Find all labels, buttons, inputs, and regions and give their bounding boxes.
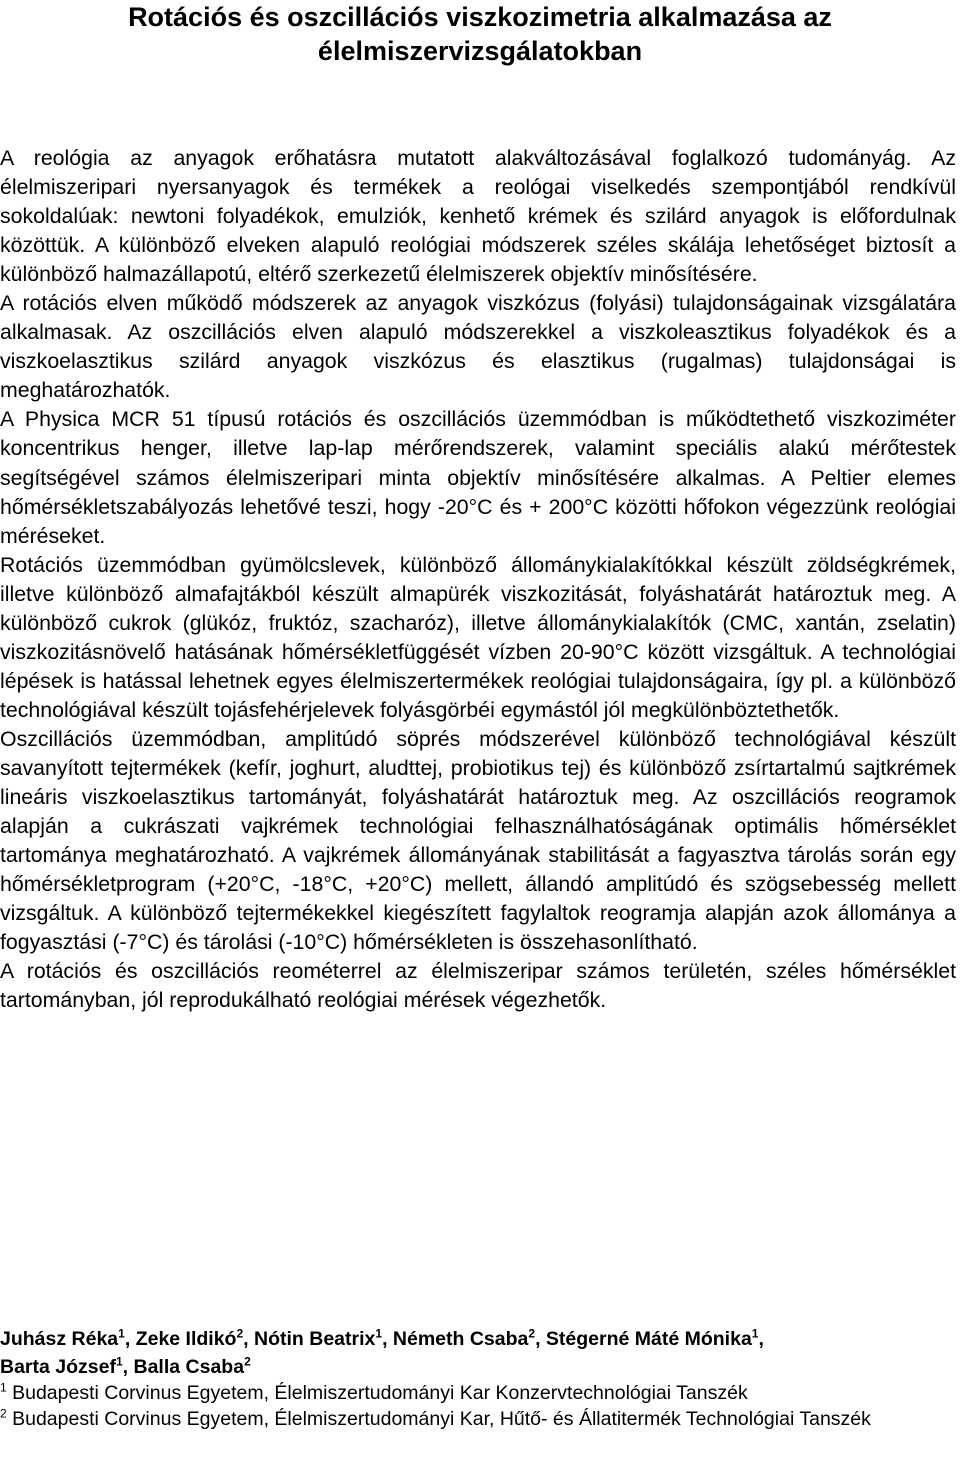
title-line-2: élelmiszervizsgálatokban	[317, 36, 643, 66]
abstract-body	[0, 144, 956, 1015]
author: Juhász Réka$^1$,	[0, 1326, 136, 1350]
paragraph-instrument: A Physica MCR 51 típusú rotációs és oszcillációs üzemmódban is működtethető viszkoziméter koncentrikus henger, illetve lap-lap mérőrendszerek, valamint speciális alakú mérőtestek segítségével számos élelmiszeripari minta objektív minősítésére alkalmas. A Peltier elemes hőmérsékletszabályozás lehetővé teszi, hogy -20°C és + 200°C közötti hőfokon végezzünk reológiai méréseket.	[0, 407, 956, 548]
paragraph-oscillatory-results: Oszcillációs üzemmódban, amplitúdó söprés módszerével különböző technológiával készült savanyított tejtermékek (kefír, joghurt, aludttej, probiotikus tej) és különböző zsírtartalmú sajtkrémek lineáris viszkoelasztikus tartományát, folyáshatárát határoztuk meg. Az oszcillációs reogramok alapján a cukrászati vajkrémek technológiai felhasználhatóságának optimális hőmérséklet tartománya meghatározható. A vajkrémek állományának stabilitását a fagyasztva tárolás során egy hőmérsékletprogram (+20°C, -18°C, +20°C) mellett, állandó amplitúdó és szögsebesség mellett vizsgáltuk. A különböző tejtermékekkel kiegészített fagylaltok reogramja alapján azok állománya a fogyasztási (-7°C) és tárolási (-10°C) hőmérsékleten is összehasonlítható.	[0, 726, 956, 955]
author-list	[0, 1325, 958, 1381]
author: Németh Csaba$^2$,	[392, 1326, 546, 1350]
author: Balla Csaba$^2$	[133, 1354, 251, 1378]
author: Stégerné Máté Mónika$^1$,	[545, 1326, 764, 1350]
paragraph-rotational-method: A rotációs elven működő módszerek az anyagok viszkózus (folyási) tulajdonságainak vizsgálatára alkalmasak. Az oszcillációs elven alapuló módszerekkel a viszkoleasztikus folyadékok és a viszkoelasztikus szilárd anyagok viszkózus és elasztikus (rugalmas) tulajdonságai is meghatározhatók.	[0, 291, 956, 403]
title-line-1: Rotációs és oszcillációs viszkozimetria alkalmazása az	[128, 2, 832, 32]
affiliation-marker: 1	[0, 1380, 7, 1395]
affiliation-marker: 2	[0, 1406, 7, 1421]
author: Zeke Ildikó$^2$,	[135, 1326, 255, 1350]
affiliation	[0, 1406, 958, 1432]
affiliation-list	[0, 1380, 958, 1432]
affiliation	[0, 1380, 958, 1406]
affiliation-text: Budapesti Corvinus Egyetem, Élelmiszertudományi Kar Konzervtechnológiai Tanszék	[12, 1382, 748, 1404]
paragraph-intro: A reológia az anyagok erőhatásra mutatott alakváltozásával foglalkozó tudományág. Az élelmiszeripari nyersanyagok és termékek a reológai viselkedés szempontjából rendkívül sokoldalúak: newtoni folyadékok, emulziók, kenhető krémek és szilárd anyagok is előfordulnak közöttük. A különböző elveken alapuló reológiai módszerek széles skálája lehetőséget biztosít a különböző halmazállapotú, eltérő szerkezetű élelmiszerek objektív minősítésére.	[0, 146, 956, 287]
author: Barta József$^1$,	[0, 1354, 134, 1378]
affiliation-text: Budapesti Corvinus Egyetem, Élelmiszertudományi Kar, Hűtő- és Állatitermék Technológiai Tanszék	[12, 1408, 871, 1430]
paragraph-conclusion: A rotációs és oszcillációs reométerrel az élelmiszeripar számos területén, széles hőmérséklet tartományban, jól reprodukálható reológiai mérések végezhetők.	[0, 959, 956, 1013]
paper-title	[0, 0, 960, 68]
paragraph-rotational-results: Rotációs üzemmódban gyümölcslevek, különböző állománykialakítókkal készült zöldségkrémek, illetve különböző almafajtákból készült almapürék viszkozitását, folyáshatárát határoztuk meg. A különböző cukrok (glükóz, fruktóz, szacharóz), illetve állománykialakítók (CMC, xantán, zselatin) viszkozitásnövelő hatásának hőmérsékletfüggését vízben 20-90°C között vizsgáltuk. A technológiai lépések is hatással lehetnek egyes élelmiszertermékek reológiai tulajdonságaira, így pl. a különböző technológiával készült tojásfehérjelevek folyásgörbéi egymástól jól megkülönböztethetők.	[0, 552, 956, 722]
author: Nótin Beatrix$^1$,	[254, 1326, 393, 1350]
